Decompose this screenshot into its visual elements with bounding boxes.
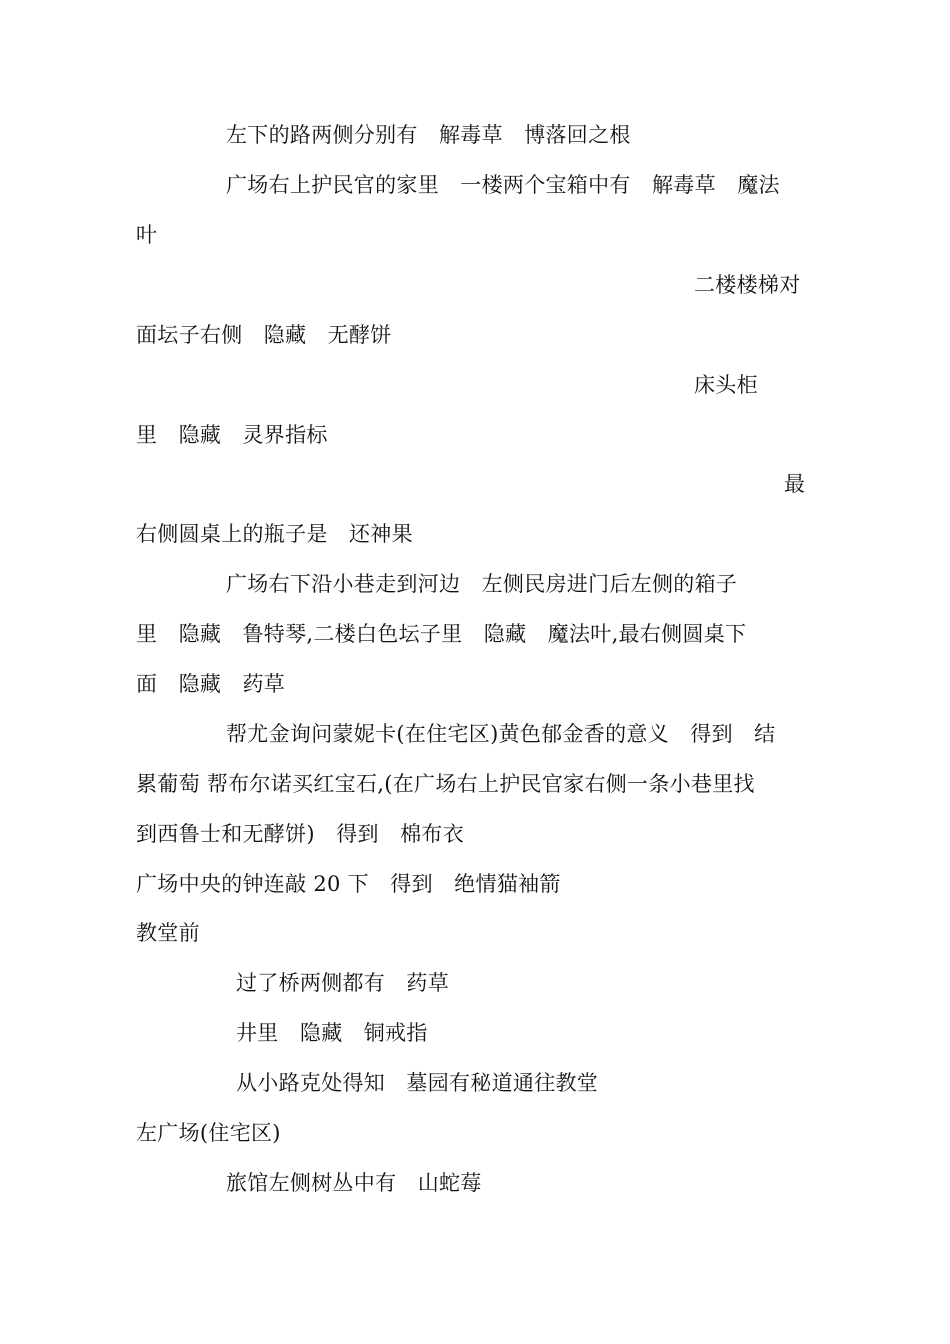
section-heading: 左广场(住宅区)	[136, 1121, 281, 1145]
text-line: 面坛子右侧 隐藏 无酵饼	[136, 323, 392, 347]
text-line: 二楼楼梯对	[694, 273, 801, 297]
text-line: 旅馆左侧树丛中有 山蛇莓	[226, 1171, 482, 1195]
text-line: 右侧圆桌上的瓶子是 还神果	[136, 522, 413, 546]
text-line: 左下的路两侧分别有 解毒草 博落回之根	[226, 123, 631, 147]
text-line: 广场右上护民官的家里 一楼两个宝箱中有 解毒草 魔法	[226, 173, 780, 197]
text-line: 里 隐藏 灵界指标	[136, 423, 328, 447]
text-line: 井里 隐藏 铜戒指	[236, 1021, 428, 1045]
text-line: 过了桥两侧都有 药草	[236, 971, 449, 995]
text-line: 从小路克处得知 墓园有秘道通往教堂	[236, 1071, 599, 1095]
section-heading: 教堂前	[136, 921, 200, 945]
text-line: 里 隐藏 鲁特琴,二楼白色坛子里 隐藏 魔法叶,最右侧圆桌下	[136, 622, 747, 646]
text-line: 最	[784, 472, 806, 496]
text-line: 累葡萄 帮布尔诺买红宝石,(在广场右上护民官家右侧一条小巷里找	[136, 772, 755, 796]
text-line: 面 隐藏 药草	[136, 672, 286, 696]
text-line: 广场中央的钟连敲 20 下 得到 绝情猫袖箭	[136, 872, 561, 896]
text-line: 广场右下沿小巷走到河边 左侧民房进门后左侧的箱子	[226, 572, 738, 596]
text-line: 叶	[136, 223, 158, 247]
text-line: 床头柜	[694, 373, 758, 397]
text-line: 帮尤金询问蒙妮卡(在住宅区)黄色郁金香的意义 得到 结	[226, 722, 776, 746]
text-line: 到西鲁士和无酵饼) 得到 棉布衣	[136, 822, 464, 846]
